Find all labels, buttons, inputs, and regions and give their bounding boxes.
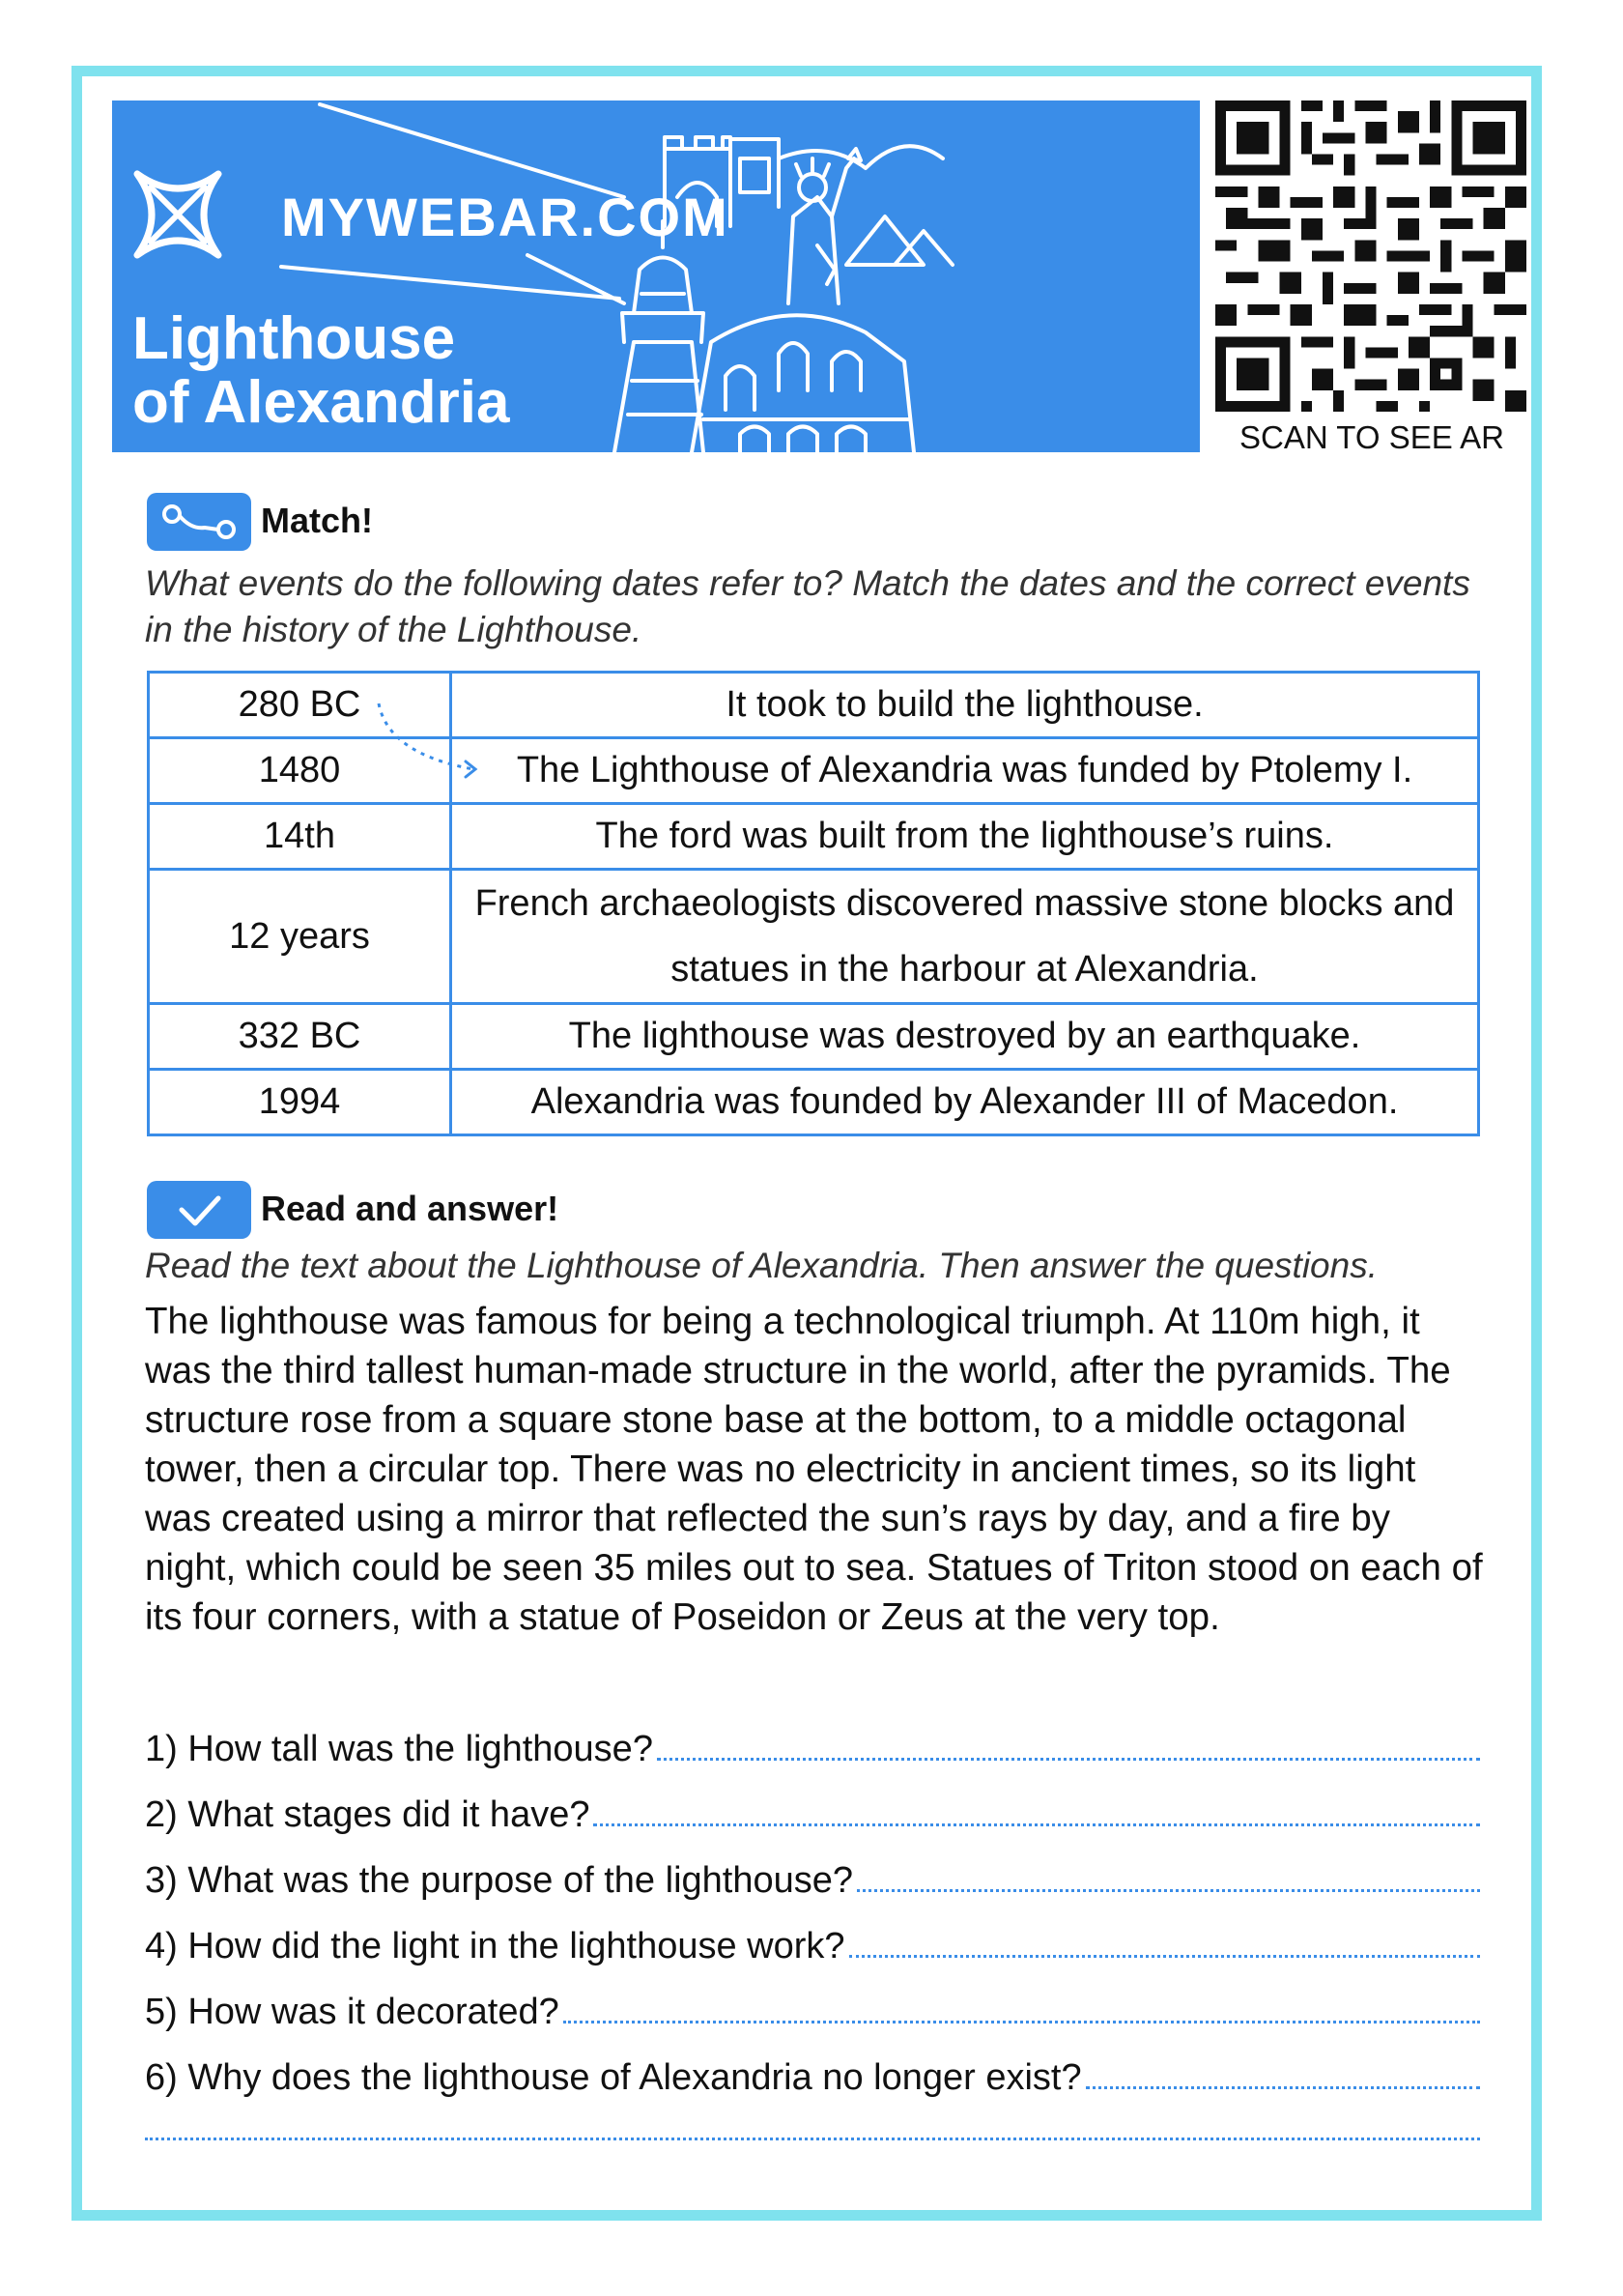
match-table [147,671,1480,1136]
link-icon [147,493,251,551]
title-line-1: Lighthouse [132,305,456,372]
table-row [149,1004,1479,1070]
question-text: 6) Why does the lighthouse of Alexandria no longer exist? [145,2057,1082,2098]
example-match-arrow-icon [367,696,483,783]
table-row [149,804,1479,870]
header-banner [112,100,1200,452]
read-instruction: Read the text about the Lighthouse of Alexandria. Then answer the questions. [145,1246,1378,1285]
event-cell[interactable]: Alexandria was founded by Alexander III of Macedon. [451,1070,1479,1135]
page-title [132,307,509,435]
event-cell[interactable]: It took to build the lighthouse. [451,673,1479,738]
answer-field[interactable] [857,1889,1480,1892]
question-row [145,1705,1480,1770]
checkmark-icon [147,1181,251,1239]
brand-name: MYWEBAR.COM [281,187,729,247]
question-row [145,1902,1480,1967]
question-text: 3) What was the purpose of the lighthouse? [145,1860,854,1901]
extra-answer-field[interactable] [145,2138,1480,2140]
answer-field[interactable] [849,1955,1480,1958]
answer-field[interactable] [1086,2086,1480,2089]
date-cell[interactable]: 1480 [149,738,451,804]
question-text: 5) How was it decorated? [145,1992,559,2032]
qr-caption: SCAN TO SEE AR [1239,419,1504,455]
event-cell[interactable]: The Lighthouse of Alexandria was funded by Ptolemy I. [451,738,1479,804]
question-text: 4) How did the light in the lighthouse work? [145,1926,845,1966]
answer-field[interactable] [657,1758,1480,1761]
table-row [149,870,1479,1004]
match-instruction: What events do the following dates refer to? Match the dates and the correct events in the history of the Lighthouse. [145,563,1470,649]
question-text: 1) How tall was the lighthouse? [145,1729,653,1769]
table-row [149,673,1479,738]
question-row [145,1770,1480,1836]
date-cell[interactable]: 14th [149,804,451,870]
title-line-2: of Alexandria [132,369,510,436]
event-cell[interactable]: French archaeologists discovered massive stone blocks and statues in the harbour at Alexandria. [451,870,1479,1004]
event-cell[interactable]: The ford was built from the lighthouse’s ruins. [451,804,1479,870]
question-row [145,2033,1480,2099]
reading-passage: The lighthouse was famous for being a technological triumph. At 110m high, it was the third tallest human-made structure in the world, after the pyramids. The structure rose from a square stone base at the bottom, to a middle octagonal tower, then a circular top. There was no electricity in ancient times, so its light was created using a mirror that reflected the sun’s rays by day, and a fire by night, which could be seen 35 miles out to sea. Statues of Triton stood on each of its four corners, with a statue of Poseidon or Zeus at the very top. [145,1301,1483,1638]
date-cell[interactable]: 280 BC [149,673,451,738]
answer-field[interactable] [563,2021,1480,2023]
logo-x-icon [129,166,226,263]
table-row [149,1070,1479,1135]
match-title: Match! [261,501,373,540]
event-cell[interactable]: The lighthouse was destroyed by an earthquake. [451,1004,1479,1070]
answer-field[interactable] [593,1823,1480,1826]
table-row [149,738,1479,804]
qr-code-icon[interactable] [1213,100,1528,412]
date-cell[interactable]: 332 BC [149,1004,451,1070]
read-title: Read and answer! [261,1189,559,1228]
question-text: 2) What stages did it have? [145,1794,590,1835]
date-cell[interactable]: 12 years [149,870,451,1004]
question-row [145,1836,1480,1902]
question-list [145,1705,1480,2099]
question-row [145,1967,1480,2033]
date-cell[interactable]: 1994 [149,1070,451,1135]
